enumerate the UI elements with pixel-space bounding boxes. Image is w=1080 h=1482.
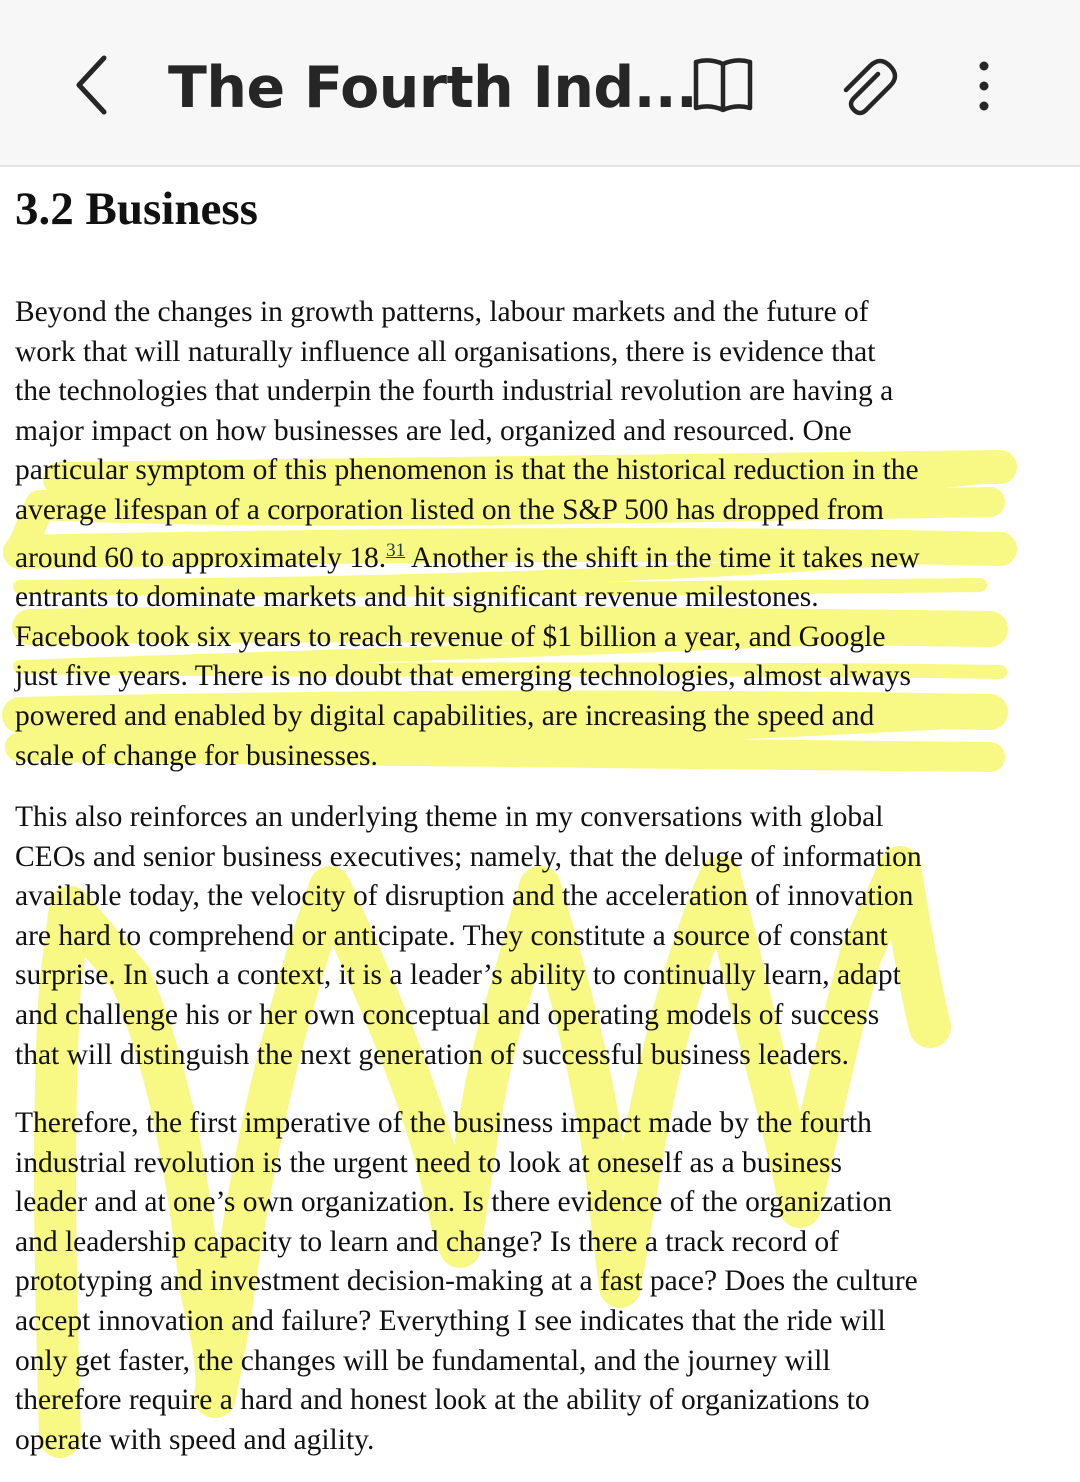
text-line: are hard to comprehend or anticipate. They constitute a source of constant — [15, 919, 888, 952]
text-line: industrial revolution is the urgent need to look at oneself as a business — [15, 1146, 842, 1179]
text-line: prototyping and investment decision-making at a fast pace? Does the culture — [15, 1265, 918, 1298]
text-line: accept innovation and failure? Everything I see indicates that the ride will — [15, 1304, 886, 1337]
paragraph-1 — [15, 293, 1015, 776]
document-page — [0, 167, 1080, 1482]
text-line: and challenge his or her own conceptual and operating models of success — [15, 998, 880, 1031]
text-line: leader and at one’s own organization. Is there evidence of the organization — [15, 1186, 893, 1219]
page-text — [15, 167, 1025, 1456]
section-heading: 3.2 Business — [15, 183, 258, 235]
text-line: Beyond the changes in growth patterns, labour markets and the future of — [15, 296, 869, 328]
app-toolbar — [0, 0, 1080, 167]
text-line: powered and enabled by digital capabilities, are increasing the speed and — [15, 699, 875, 732]
more-vertical-icon[interactable] — [964, 56, 1004, 116]
text-line: Therefore, the first imperative of the business impact made by the fourth — [15, 1107, 872, 1139]
text-line: major impact on how businesses are led, organized and resourced. One — [15, 414, 852, 447]
text-line: entrants to dominate markets and hit significant revenue milestones. — [15, 581, 819, 614]
text-line: average lifespan of a corporation listed on the S&P 500 has dropped from — [15, 493, 884, 526]
text-line: available today, the velocity of disruption and the acceleration of innovation — [15, 880, 914, 913]
text-segment: Another is the shift in the time it takes new — [405, 541, 920, 574]
text-line: CEOs and senior business executives; namely, that the deluge of information — [15, 840, 922, 873]
text-line: just five years. There is no doubt that emerging technologies, almost always — [15, 660, 912, 693]
book-view-icon[interactable] — [688, 54, 758, 118]
text-line: Facebook took six years to reach revenue of $1 billion a year, and Google — [15, 620, 886, 653]
paperclip-icon[interactable] — [832, 52, 902, 122]
text-line: particular symptom of this phenomenon is that the historical reduction in the — [15, 454, 919, 487]
paragraph-3 — [15, 1104, 1015, 1460]
text-line: scale of change for businesses. — [15, 739, 378, 772]
back-arrow-icon[interactable] — [62, 50, 122, 120]
text-line: This also reinforces an underlying theme in my conversations with global — [15, 801, 884, 833]
text-line: therefore require a hard and honest look at the ability of organizations to — [15, 1384, 870, 1417]
text-segment: around 60 to approximately 18. — [15, 541, 387, 574]
text-line-with-footnote — [15, 531, 1015, 579]
text-line: the technologies that underpin the fourth industrial revolution are having a — [15, 375, 894, 408]
footnote-link[interactable]: 31 — [386, 539, 406, 561]
text-line: only get faster, the changes will be fundamental, and the journey will — [15, 1344, 831, 1377]
text-line: operate with speed and agility. — [15, 1423, 375, 1456]
text-line: that will distinguish the next generation of successful business leaders. — [15, 1038, 850, 1071]
text-line: surprise. In such a context, it is a leader’s ability to continually learn, adapt — [15, 959, 901, 992]
text-line: and leadership capacity to learn and change? Is there a track record of — [15, 1225, 839, 1258]
text-line: work that will naturally influence all organisations, there is evidence that — [15, 335, 876, 368]
document-title: The Fourth Ind... — [168, 55, 698, 121]
paragraph-2 — [15, 798, 1015, 1075]
